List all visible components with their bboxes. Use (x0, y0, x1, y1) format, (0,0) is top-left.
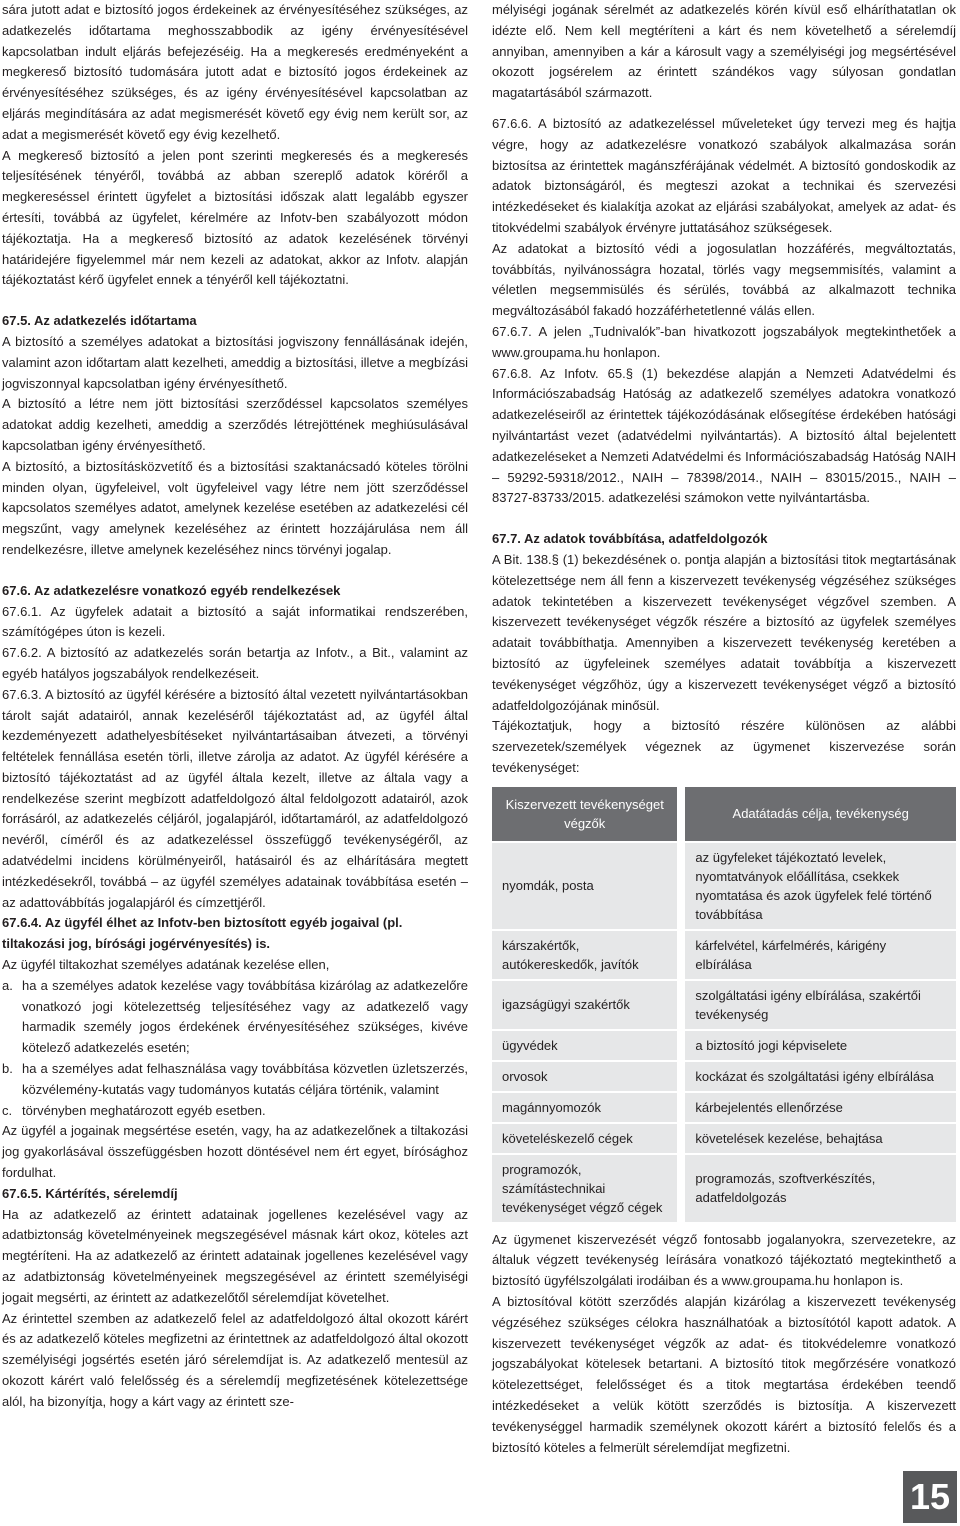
list-marker: a. (2, 977, 13, 993)
list-item (2, 1059, 468, 1101)
paragraph-67-7-1: A Bit. 138.§ (1) bekezdésének o. pontja alapján a biztosítási titok megtartásának kötelezettsége nem áll fenn a kiszervezett tevékenység végzéséhez szükséges adatok tekintetében a kiszervezett tevékenységet végzővel szemben. A kiszervezett tevékenységet végzők részére a biztosító az ügyfelek személyes adatait továbbíthatja. Amennyiben a kiszervezett tevékenység keretében a biztosító az ügyfeleinek személyes adatait továbbítja a kiszervezett tevékenységet végzőhöz, úgy a kiszervezett tevékenységet végző a biztosító adatfeldolgozójának minősül. (492, 551, 956, 713)
paragraph-67-6-1: 67.6.1. Az ügyfelek adatait a biztosító a saját informatikai rendszerében, számítógépes úton is kezeli. (2, 603, 468, 640)
left-column (2, 0, 468, 1413)
paragraph-67-5-2: A biztosító a létre nem jött biztosítási szerződéssel kapcsolatos személyes adatokat addig kezelheti, ameddig a szerződés létrejöttének meghiúsulásával kapcsolatban igény érvényesíthető. (2, 396, 468, 453)
table-header-cell: Kiszervezett tevékenységet végzők (492, 787, 681, 842)
table-row (492, 1154, 956, 1222)
table-header-cell: Adatátadás célja, tevékenység (681, 787, 956, 842)
list-item (2, 976, 468, 1059)
table-cell-purpose: a biztosító jogi képviselete (681, 1030, 956, 1061)
table-cell-provider: orvosok (492, 1061, 681, 1092)
paragraph-67-6-4-intro: Az ügyfél tiltakozhat személyes adatának kezelése ellen, (2, 957, 330, 973)
right-column (492, 0, 956, 1458)
paragraph-67-6-2: 67.6.2. A biztosító az adatkezelés során betartja az Infotv., a Bit., valamint az egyéb hatályos jogszabályok rendelkezéseit. (2, 645, 468, 681)
subheading-67-6-5: 67.6.5. Kártérítés, sérelemdíj (2, 1185, 178, 1201)
paragraph-67-6-5-1: Ha az adatkezelő az érintett adatainak jogellenes kezelésével vagy az adatbiztonság követelményeinek megszegésével másnak kárt okoz, köteles azt megtéríteni. Ha az adatkezelő az érintett adatainak jogellenes kezelésével vagy az adatbiztonság követelményeinek megszegésével az érintett személyiségi jogait megsérti, az érintett az adatkezelőtől sérelemdíjat követelhet. (2, 1206, 468, 1305)
paragraph-67-6-4-outro: Az ügyfél a jogainak megsértése esetén, vagy, ha az adatkezelőnek a tiltakozási jog gyakorlásával összefüggésben hozott döntésével nem ért egyet, bírósághoz fordulhat. (2, 1123, 468, 1181)
outsourcing-table (492, 787, 956, 1222)
table-cell-purpose: kárbejelentés ellenőrzése (681, 1092, 956, 1123)
list-item-text: ha a személyes adat felhasználása vagy továbbítása közvetlen üzletszerzés, közvélemény-kutatás vagy tudományos kutatás céljára történik, valamint (22, 1061, 468, 1097)
paragraph-67-6-7: 67.6.7. A jelen „Tudnivalók”-ban hivatkozott jogszabályok megtekinthetőek a www.groupama.hu honlapon. (492, 323, 956, 360)
list-marker: c. (2, 1102, 13, 1118)
table-cell-purpose: programozás, szoftverkészítés, adatfeldolgozás (681, 1154, 956, 1222)
table-cell-provider: ügyvédek (492, 1030, 681, 1061)
table-cell-purpose: kockázat és szolgáltatási igény elbírálása (681, 1061, 956, 1092)
paragraph-67-7-2: Tájékoztatjuk, hogy a biztosító részére különösen az alábbi szervezetek/személyek végeznek az ügymenet kiszervezése során tevékenységet: (492, 718, 956, 775)
paragraph-67-6-3: 67.6.3. A biztosító az ügyfél kérésére a biztosító által vezetett nyilvántartásokban tárolt saját adatairól, annak kezeléséről tájékoztatást ad, az ügyfél által kezdeményezett adathelyesbítéseket nyilvántartásaiban átvezeti, a törvényi feltételek fennállása esetén törli, illetve zárolja az adatot. Az ügyfél kérésére a biztosító tájékoztatást ad az ügyfél általa kezelt, illetve az általa vagy a rendelkezése szerint megbízott adatfeldolgozó által feldolgozott adatairól, azok forrásáról, az adatkezelés céljáról, jogalapjáról, időtartamáról, az adatfeldolgozó nevéről, címéről és az adatkezeléssel összefüggő tevékenységéről, az adatvédelmi incidens körülményeiről, hatásairól és az elhárítására megtett intézkedésekről, továbbá – az ügyfél személyes adatainak továbbítása esetén – az adattovábbítás jogalapjáról és címzettjéről. (2, 686, 468, 910)
page-number-badge: 15 (903, 1471, 957, 1523)
list-item-text: törvényben meghatározott egyéb esetben. (22, 1102, 266, 1118)
table-row (492, 930, 956, 980)
table-row (492, 1092, 956, 1123)
table-row (492, 1061, 956, 1092)
list-item (2, 1101, 468, 1122)
paragraph-67-5-3: A biztosító, a biztosításközvetítő és a biztosítási szaktanácsadó köteles törölni minden olyan, ügyfeleivel, volt ügyfeleivel vagy létre nem jött szerződéssel kapcsolatos személyes adatot, amelynek kezelése esetében az adatkezelési cél megszűnt, vagy amelynek kezeléséhez az érintett hozzájárulása nem áll rendelkezésre, illetve amelynek kezeléséhez nincs törvényi jogalap. (2, 458, 468, 557)
paragraph-continuation: mélyiségi jogának sérelmét az adatkezelés körén kívül eső elháríthatatlan ok idézte elő. Nem kell megtéríteni a kárt és nem követelhető a sérelemdíj annyiban, amennyiben a kár a károsult vagy a személyiségi jog megsértésével okozott jogsérelem az érintett szándékos vagy súlyosan gondatlan magatartásából származott. (492, 2, 956, 101)
table-cell-provider: programozók, számítástechnikai tevékenységet végző cégek (492, 1154, 681, 1222)
table-cell-provider: magánnyomozók (492, 1092, 681, 1123)
table-row (492, 1030, 956, 1061)
paragraph-67-5-1: A biztosító a személyes adatokat a biztosítási jogviszony fennállásának idején, valamint azon időtartam alatt kezelheti, ameddig a biztosítási, illetve a megbízási jogviszonnyal kapcsolatban igény érvényesíthető. (2, 333, 468, 391)
table-row (492, 842, 956, 930)
section-heading-67-6: 67.6. Az adatkezelésre vonatkozó egyéb rendelkezések (2, 582, 341, 598)
paragraph-after-table-2: A biztosítóval kötött szerződés alapján kizárólag a kiszervezett tevékenység végzéséhez szükséges célokra használhatóak a biztosítótól kapott adatok. A kiszervezett tevékenységet végzők az adat- és titokvédelemre vonatkozó jogszabályokat kötelesek betartani. A biztosító titok megőrzésére vonatkozó kötelezettséget, felelősséget és a titok megtartása érdekében teendő intézkedéseket a velük kötött szerződés is biztosítja. A kiszervezett tevékenységgel harmadik személynek okozott kárért a biztosító felelős és a biztosító köteles a felmerült sérelemdíjat megfizetni. (492, 1294, 956, 1455)
objection-list (2, 976, 468, 1122)
table-cell-purpose: szolgáltatási igény elbírálása, szakértői tevékenység (681, 980, 956, 1030)
table-cell-purpose: az ügyfeleket tájékoztató levelek, nyomtatványok előállítása, csekkek nyomtatása és azok ügyfelek felé történő továbbítása (681, 842, 956, 930)
paragraph-67-6-5-2: Az érintettel szemben az adatkezelő felel az adatfeldolgozó által okozott kárért és az adatkezelő köteles megfizetni az érintettnek az adatfeldolgozó által okozott személyiségi jogsértés esetén járó sérelemdíjat is. Az adatkezelő mentesül az okozott kárért való felelősség és a sérelemdíj megfizetésének kötelezettsége alól, ha bizonyítja, hogy a kárt vagy az érintett sze- (2, 1310, 468, 1409)
paragraph-after-table-1: Az ügymenet kiszervezését végző fontosabb jogalanyokra, szervezetekre, az általuk végzett tevékenység leírására vonatkozó tájékoztató megtekinthető a biztosító ügyfélszolgálati irodáiban és a www.groupama.hu honlapon is. (492, 1231, 956, 1289)
table-header-row (492, 787, 956, 842)
table-row (492, 1123, 956, 1154)
paragraph-intro-1: sára jutott adat e biztosító jogos érdekeinek az érvényesítéséhez szükséges, az adatkezelés időtartama meghosszabbodik az igény érvényesítésével kapcsolatban indult eljárás befejezéséig. Ha a megkeresés eredményeként a megkereső biztosító tudomására jutott adat e biztosító jogos érdekeinek az érvényesítéséhez szükséges, és az igény érvényesítésével kapcsolatban az eljárás megindítására az adat megismerését követő egy évig nem került sor, az adat a megismerését követő egy évig kezelhető. (2, 2, 468, 142)
table-cell-provider: követeléskezelő cégek (492, 1123, 681, 1154)
paragraph-67-6-8: 67.6.8. Az Infotv. 65.§ (1) bekezdése alapján a Nemzeti Adatvédelmi és Információszabadság Hatóság az adatkezelő személyes adatokra vonatkozó adatkezeléseiről az érintettek tájékozódásának elősegítése érdekében hatósági nyilvántartást vezet (adatvédelmi nyilvántartás). A biztosító által bejelentett adatkezeléseket a Nemzeti Adatvédelmi és Információszabadság Hatóság NAIH – 59292-59318/2012., NAIH – 78398/2014., NAIH – 83015/2015., NAIH – 83727-83733/2015. adatkezelési számokon vette nyilvántartásba. (492, 365, 956, 506)
paragraph-intro-2: A megkereső biztosító a jelen pont szerinti megkeresés és a megkeresés teljesítésének tényéről, továbbá az abban szereplő adatok köréről a megkereséssel érintett ügyfelet a biztosítási időszak alatt legalább egyszer értesíti, továbbá az ügyfelet, kérelmére az Infotv-ben szabályozott módon tájékoztatja. Ha a megkereső biztosító az adatok kezelésének törvényi határidejére figyelemmel már nem kezeli az adatokat, akkor az Infotv. alapján tájékoztatást kérő ügyfelet ennek a tényéről kell tájékoztatni. (2, 147, 468, 288)
section-heading-67-7: 67.7. Az adatok továbbítása, adatfeldolgozók (492, 531, 768, 547)
paragraph-67-6-6-2: Az adatokat a biztosító védi a jogosulatlan hozzáférés, megváltoztatás, továbbítás, nyilvánosságra hozatal, törlés vagy megsemmisítés, valamint a véletlen megsemmisülés és sérülés, továbbá az alkalmazott technika megváltozásából fakadó hozzáférhetetlenné válás ellen. (492, 240, 956, 319)
list-item-text: ha a személyes adatok kezelése vagy továbbítása kizárólag az adatkezelőre vonatkozó jogi kötelezettség teljesítéséhez vagy az adatkezelő vagy harmadik személy jogos érdekének érvényesítéséhez szükséges, kivéve kötelező adatkezelés esetén; (22, 977, 468, 1056)
table-cell-provider: igazságügyi szakértők (492, 980, 681, 1030)
subheading-67-6-4: 67.6.4. Az ügyfél élhet az Infotv-ben biztosított egyéb jogaival (pl. tiltakozási jog, bírósági jogérvényesítés) is. (2, 915, 403, 952)
table-cell-provider: kárszakértők, autókereskedők, javítók (492, 930, 681, 980)
table-cell-purpose: kárfelvétel, kárfelmérés, kárigény elbírálása (681, 930, 956, 980)
table-cell-purpose: követelések kezelése, behajtása (681, 1123, 956, 1154)
section-heading-67-5: 67.5. Az adatkezelés időtartama (2, 313, 197, 329)
paragraph-67-6-6-1: 67.6.6. A biztosító az adatkezeléssel műveleteket úgy tervezi meg és hajtja végre, hogy az adatkezelésre vonatkozó szabályok alkalmazása során biztosítsa az érintettek magánszférájának védelmét. A biztosító gondoskodik az adatok biztonságáról, és megteszi azokat a technikai és szervezési intézkedéseket és kialakítja azokat az eljárási szabályokat, amelyek az adat- és titokvédelmi szabályok érvényre juttatásához szükségesek. (492, 115, 956, 235)
list-marker: b. (2, 1061, 13, 1077)
table-row (492, 980, 956, 1030)
table-cell-provider: nyomdák, posta (492, 842, 681, 930)
